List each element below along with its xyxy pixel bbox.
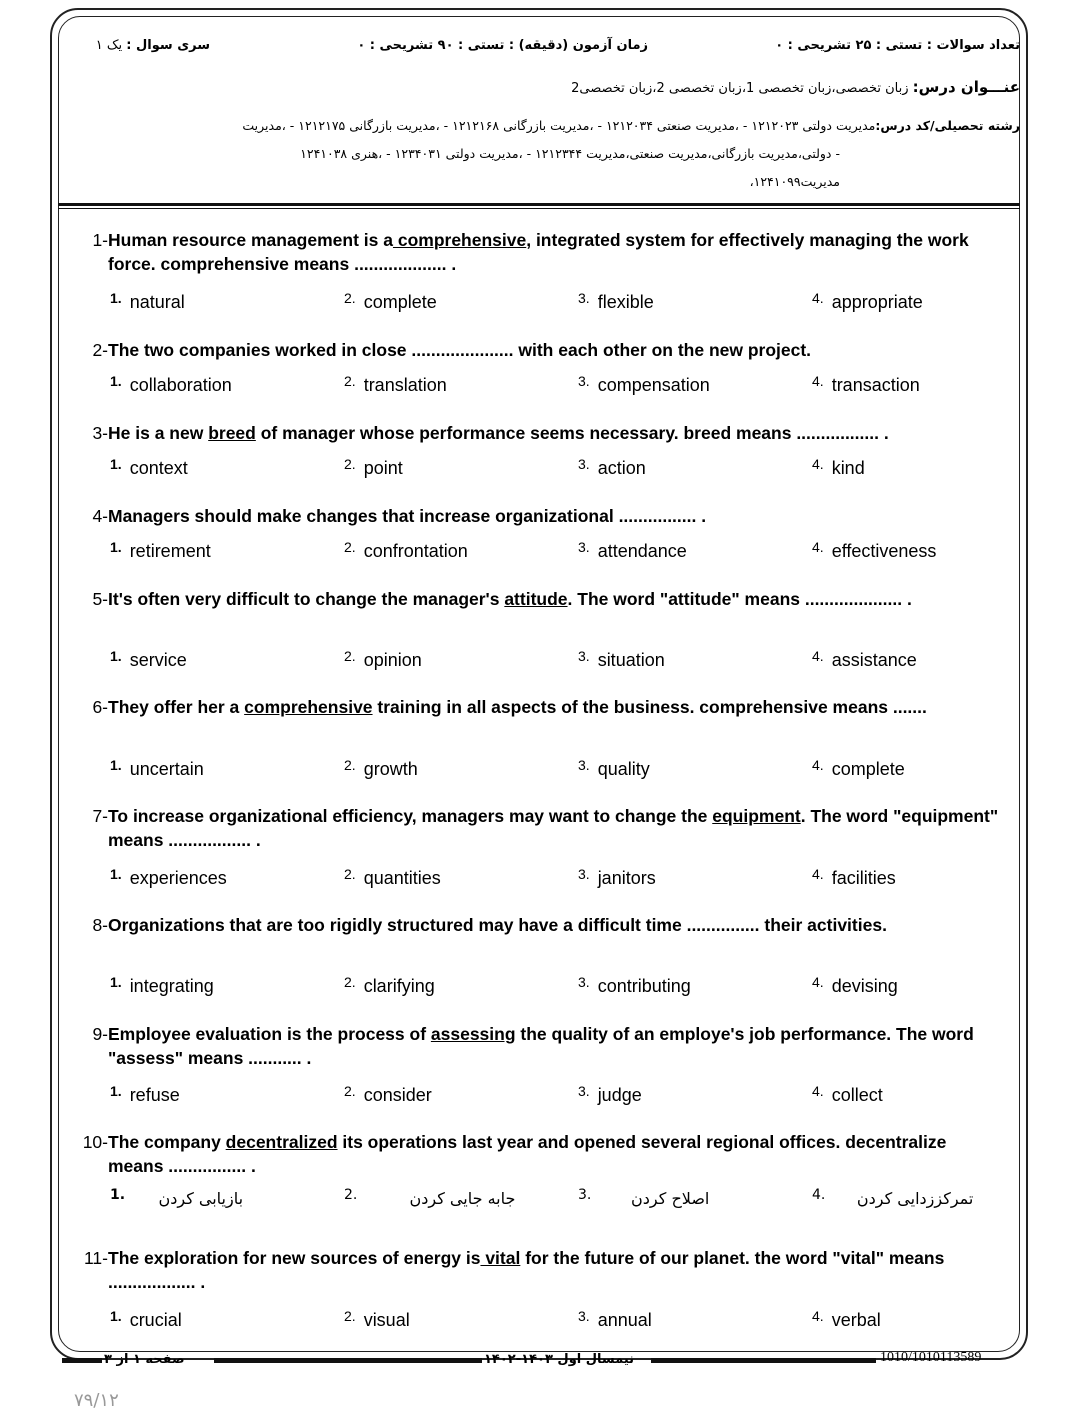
question-stem: [86, 228, 1006, 276]
option-text: kind: [831, 458, 865, 478]
option-4[interactable]: [812, 539, 936, 562]
option-text: translation: [363, 375, 447, 395]
field-codes-line1: رشته تحصیلی/کد درس:مدیریت دولتی ۱۲۱۲۰۲۳ - ،مدیریت صنعتی ۱۲۱۲۰۳۴ - ،مدیریت بازرگانی ۱۲۱۲۱۶۸ - ،مدیریت بازرگانی ۱۲۱۲۱۷۵ - ،مدیریت: [242, 118, 1020, 133]
option-number: 3.: [578, 290, 590, 306]
question-number: 1-: [92, 230, 108, 250]
option-number: 1.: [110, 290, 122, 306]
answer-options: [110, 866, 1010, 892]
question-text-part: its operations last year and opened several regional offices. decentralize means ................ .: [108, 1132, 947, 1176]
option-number: 2.: [344, 373, 356, 389]
option-number: 1.: [110, 1083, 122, 1099]
question-text-part: He is a new: [108, 423, 209, 443]
course-title: عنـــوان درس: زبان تخصصی،زبان تخصصی 1،زبان تخصصی 2،زبان تخصصی2: [571, 78, 1020, 96]
option-2[interactable]: [344, 648, 422, 671]
option-text: تمرکززدایی کردن: [856, 1189, 974, 1208]
question-number: 2-: [92, 340, 108, 360]
underlined-word: attitude: [504, 589, 568, 609]
answer-options: [110, 456, 1010, 482]
option-1[interactable]: [110, 1083, 180, 1106]
option-2[interactable]: [344, 456, 403, 479]
question-4: [86, 504, 1006, 561]
underlined-word: vital: [480, 1248, 521, 1268]
option-4[interactable]: [812, 757, 905, 780]
option-text: janitors: [597, 868, 656, 888]
option-text: clarifying: [363, 976, 435, 996]
option-number: 4.: [812, 757, 824, 773]
option-1[interactable]: [110, 1308, 182, 1331]
option-text: جابه جایی کردن: [409, 1189, 516, 1208]
question-number: 6-: [92, 697, 108, 717]
question-number: 8-: [92, 915, 108, 935]
question-text-part: Managers should make changes that increase organizational ................ .: [108, 506, 707, 526]
question-text-part: Organizations that are too rigidly structured may have a difficult time ............... their activities.: [108, 915, 887, 935]
option-number: 3.: [578, 456, 590, 472]
question-9: [86, 1022, 1006, 1105]
option-number: 2.: [344, 757, 356, 773]
option-2[interactable]: [344, 1083, 432, 1106]
option-text: compensation: [597, 375, 710, 395]
question-text: [108, 338, 1006, 362]
option-text: devising: [831, 976, 898, 996]
underlined-word: decentralized: [225, 1132, 338, 1152]
option-number: 2.: [344, 539, 356, 555]
option-4[interactable]: [812, 974, 898, 997]
option-text: experiences: [129, 868, 227, 888]
question-stem: [86, 338, 1006, 362]
question-stem: [86, 587, 1006, 611]
question-text-part: It's often very difficult to change the manager's: [108, 589, 505, 609]
question-text: [108, 1022, 1006, 1070]
underlined-word: comprehensive: [392, 230, 527, 250]
question-5: [86, 587, 1006, 670]
option-3[interactable]: [578, 757, 650, 780]
question-text: [108, 1246, 1006, 1294]
option-text: natural: [129, 292, 185, 312]
option-number: 2.: [344, 1083, 356, 1099]
option-text: contributing: [597, 976, 691, 996]
option-text: service: [129, 650, 187, 670]
question-number: 10-: [82, 1132, 108, 1152]
option-1[interactable]: [110, 539, 211, 562]
header-divider: [58, 203, 1020, 206]
option-text: facilities: [831, 868, 896, 888]
field-codes-line2: - دولتی،مدیریت بازرگانی،مدیریت صنعتی،مدیریت ۱۲۱۲۳۴۴ - ،مدیریت دولتی ۱۲۳۴۰۳۱ - ،هنری ۱۲۴۱۰۳۸: [300, 146, 840, 161]
option-text: effectiveness: [831, 541, 937, 561]
option-text: verbal: [831, 1310, 881, 1330]
question-stem: [86, 1022, 1006, 1070]
option-text: complete: [363, 292, 437, 312]
answer-options: [110, 974, 1010, 1000]
answer-options: [110, 757, 1010, 783]
option-number: 1.: [110, 456, 122, 472]
option-4[interactable]: [812, 1308, 881, 1331]
question-text: [108, 913, 1006, 937]
underlined-word: equipment: [712, 806, 801, 826]
underlined-word: breed: [208, 423, 256, 443]
option-1[interactable]: [110, 1187, 243, 1208]
option-text: attendance: [597, 541, 687, 561]
question-text: [108, 695, 1006, 719]
question-text-part: To increase organizational efficiency, managers may want to change the: [108, 806, 713, 826]
question-text-part: They offer her a: [108, 697, 245, 717]
option-4[interactable]: [812, 1083, 883, 1106]
option-number: 1.: [110, 539, 122, 555]
semester: نیمسال اول ۱۴۰۳-۱۴۰۲: [484, 1352, 635, 1367]
option-text: transaction: [831, 375, 920, 395]
option-number: 4.: [812, 1187, 826, 1203]
option-number: 2.: [344, 974, 356, 990]
option-4[interactable]: [812, 866, 896, 889]
question-7: [86, 804, 1006, 888]
answer-options: [110, 1083, 1010, 1109]
answer-options: [110, 373, 1010, 399]
option-1[interactable]: [110, 373, 232, 396]
answer-options: [110, 648, 1010, 674]
option-number: 1.: [110, 757, 122, 773]
option-number: 4.: [812, 373, 824, 389]
option-number: 3.: [578, 1187, 592, 1203]
question-stem: [86, 913, 1006, 937]
option-1[interactable]: [110, 290, 185, 313]
underlined-word: comprehensive: [244, 697, 373, 717]
option-number: 1.: [110, 974, 122, 990]
question-3: [86, 421, 1006, 478]
option-text: collect: [831, 1085, 883, 1105]
option-number: 3.: [578, 1083, 590, 1099]
option-number: 4.: [812, 1083, 824, 1099]
exam-code: 1010/1010113589: [880, 1350, 982, 1365]
option-1[interactable]: [110, 866, 227, 889]
option-text: complete: [831, 759, 905, 779]
option-number: 2.: [344, 456, 356, 472]
option-text: collaboration: [129, 375, 232, 395]
option-2[interactable]: [344, 866, 441, 889]
option-2[interactable]: [344, 974, 435, 997]
question-text-part: the quality of an employe's job performance. The word "assess" means ........... .: [108, 1024, 974, 1068]
option-1[interactable]: [110, 974, 214, 997]
option-3[interactable]: [578, 290, 654, 313]
option-text: confrontation: [363, 541, 468, 561]
footer-bar: [62, 1358, 102, 1363]
option-1[interactable]: [110, 648, 187, 671]
question-text: [108, 421, 1006, 445]
question-number: 11-: [84, 1248, 108, 1268]
option-text: action: [597, 458, 646, 478]
question-text-part: The company: [108, 1132, 226, 1152]
option-2[interactable]: [344, 757, 418, 780]
page-number: صفحه ۱ از ۳: [104, 1352, 185, 1367]
option-number: 4.: [812, 539, 824, 555]
option-text: integrating: [129, 976, 214, 996]
option-1[interactable]: [110, 456, 188, 479]
option-text: اصلاح کردن: [631, 1189, 710, 1208]
option-3[interactable]: [578, 539, 687, 562]
header-divider-thin: [58, 208, 1020, 209]
question-text-part: Human resource management is a: [108, 230, 393, 250]
option-number: 3.: [578, 1308, 590, 1324]
option-text: uncertain: [129, 759, 204, 779]
question-number: 9-: [92, 1024, 108, 1044]
question-number: 5-: [92, 589, 108, 609]
option-3[interactable]: [578, 866, 656, 889]
question-text-part: The exploration for new sources of energy is: [108, 1248, 481, 1268]
option-number: 3.: [578, 866, 590, 882]
question-text-part: . The word "equipment" means ................. .: [108, 806, 999, 850]
question-number: 7-: [92, 806, 108, 826]
question-text-part: , integrated system for effectively managing the work force. comprehensive means ................... .: [108, 230, 969, 274]
question-text-part: training in all aspects of the business. comprehensive means .......: [372, 697, 927, 717]
option-text: assistance: [831, 650, 917, 670]
question-stem: [82, 1130, 1006, 1178]
option-text: appropriate: [831, 292, 923, 312]
option-2[interactable]: [344, 1187, 515, 1208]
option-3[interactable]: [578, 648, 665, 671]
option-text: retirement: [129, 541, 211, 561]
option-text: annual: [597, 1310, 652, 1330]
option-3[interactable]: [578, 1083, 642, 1106]
question-text-part: for the future of our planet. the word "vital" means .................. .: [108, 1248, 945, 1292]
question-series: سری سوال : یک ۱: [95, 38, 210, 53]
question-6: [86, 695, 1006, 779]
option-number: 1.: [110, 866, 122, 882]
option-2[interactable]: [344, 1308, 410, 1331]
option-2[interactable]: [344, 373, 447, 396]
exam-time: زمان آزمون (دقیقه) : تستی : ۹۰ تشریحی : ۰: [357, 38, 648, 53]
question-stem: [86, 421, 1006, 445]
question-8: [86, 913, 1006, 996]
option-4[interactable]: [812, 648, 917, 671]
question-stem: [86, 804, 1006, 852]
option-number: 2.: [344, 648, 356, 664]
question-number: 3-: [92, 423, 108, 443]
option-text: situation: [597, 650, 665, 670]
answer-options: [110, 1187, 1010, 1213]
footer-bar: [214, 1358, 482, 1363]
option-text: quality: [597, 759, 650, 779]
option-text: quantities: [363, 868, 441, 888]
option-number: 4.: [812, 866, 824, 882]
option-text: judge: [597, 1085, 642, 1105]
option-number: 3.: [578, 757, 590, 773]
option-text: consider: [363, 1085, 432, 1105]
option-text: growth: [363, 759, 418, 779]
option-number: 1.: [110, 1187, 126, 1203]
option-text: بازیابی کردن: [158, 1189, 244, 1208]
question-text-part: of manager whose performance seems necessary. breed means ................. .: [255, 423, 889, 443]
option-number: 3.: [578, 539, 590, 555]
question-count: تعداد سوالات : تستی : ۲۵ تشریحی : ۰: [775, 38, 1020, 53]
exam-header: [64, 28, 1020, 206]
question-stem: [86, 504, 1006, 528]
option-number: 1.: [110, 648, 122, 664]
question-text-part: . The word "attitude" means .................... .: [567, 589, 912, 609]
option-number: 4.: [812, 290, 824, 306]
option-number: 4.: [812, 648, 824, 664]
option-3[interactable]: [578, 974, 691, 997]
question-10: [82, 1130, 1006, 1208]
question-text-part: The two companies worked in close ..................... with each other on the new project.: [108, 340, 812, 360]
option-number: 2.: [344, 290, 356, 306]
answer-options: [110, 1308, 1010, 1334]
answer-options: [110, 290, 1010, 316]
option-text: refuse: [129, 1085, 180, 1105]
option-3[interactable]: [578, 1308, 652, 1331]
option-3[interactable]: [578, 373, 710, 396]
option-1[interactable]: [110, 757, 204, 780]
option-2[interactable]: [344, 539, 468, 562]
option-text: visual: [363, 1310, 410, 1330]
option-number: 1.: [110, 373, 122, 389]
underlined-word: assessing: [430, 1024, 516, 1044]
question-text-part: Employee evaluation is the process of: [108, 1024, 431, 1044]
option-number: 2.: [344, 1308, 356, 1324]
option-number: 3.: [578, 373, 590, 389]
option-number: 4.: [812, 974, 824, 990]
option-2[interactable]: [344, 290, 437, 313]
question-text: [108, 587, 1006, 611]
option-number: 4.: [812, 456, 824, 472]
option-number: 4.: [812, 1308, 824, 1324]
question-stem: [86, 695, 1006, 719]
page-footer: [56, 1352, 1031, 1372]
option-4[interactable]: [812, 373, 920, 396]
question-1: [86, 228, 1006, 312]
page-stamp: ۷۹/۱۲: [74, 1390, 119, 1411]
answer-options: [110, 539, 1010, 565]
option-4[interactable]: [812, 290, 923, 313]
question-text: [108, 228, 1006, 276]
option-number: 1.: [110, 1308, 122, 1324]
option-text: flexible: [597, 292, 654, 312]
option-text: opinion: [363, 650, 422, 670]
option-number: 3.: [578, 974, 590, 990]
question-2: [86, 338, 1006, 395]
option-3[interactable]: [578, 1187, 709, 1208]
question-text: [108, 504, 1006, 528]
option-text: context: [129, 458, 188, 478]
option-number: 2.: [344, 866, 356, 882]
option-4[interactable]: [812, 456, 865, 479]
option-text: point: [363, 458, 403, 478]
option-number: 3.: [578, 648, 590, 664]
question-number: 4-: [92, 506, 108, 526]
option-3[interactable]: [578, 456, 646, 479]
question-text: [108, 1130, 1006, 1178]
question-11: [84, 1246, 1006, 1330]
footer-bar: [651, 1358, 876, 1363]
question-text: [108, 804, 1006, 852]
option-text: crucial: [129, 1310, 182, 1330]
option-4[interactable]: [812, 1187, 973, 1208]
option-number: 2.: [344, 1187, 358, 1203]
question-stem: [86, 1246, 1006, 1294]
field-codes-line3: مدیریت۱۲۴۱۰۹۹،: [749, 174, 840, 189]
